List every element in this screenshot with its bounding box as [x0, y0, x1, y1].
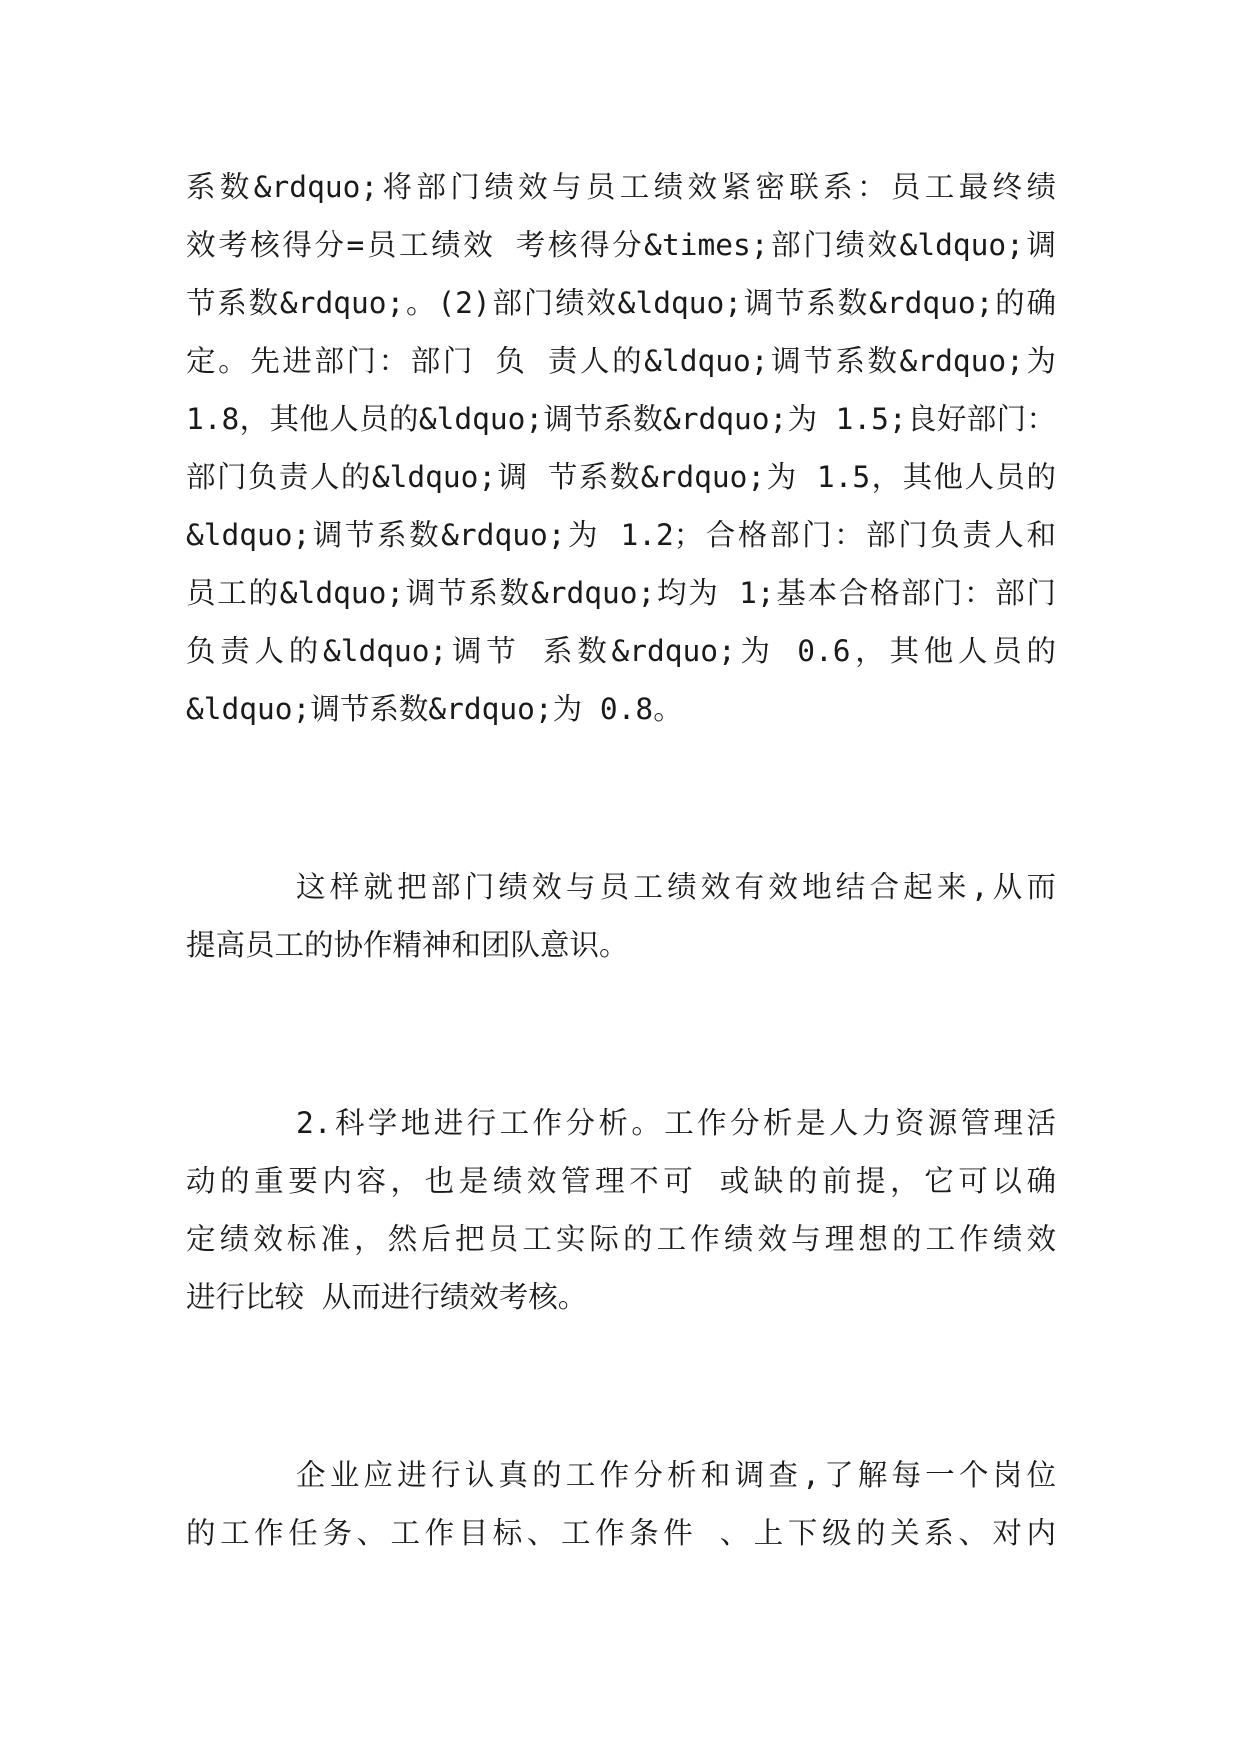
paragraph-line: 定。先进部门：部门 负 责人的&ldquo;调节系数&rdquo;为 — [186, 344, 1056, 378]
paragraph — [186, 1446, 1056, 1562]
paragraph-line: 员工的&ldquo;调节系数&rdquo;均为 1;基本合格部门：部门 — [186, 576, 1056, 610]
paragraph-line: 2.科学地进行工作分析。工作分析是人力资源管理活 — [296, 1106, 1056, 1140]
paragraph-line: 进行比较 从而进行绩效考核。 — [186, 1280, 588, 1314]
paragraph — [186, 158, 1056, 738]
paragraph-line: 1.8，其他人员的&ldquo;调节系数&rdquo;为 1.5;良好部门： — [186, 402, 1056, 436]
paragraph-line: 企业应进行认真的工作分析和调查,了解每一个岗位 — [296, 1458, 1056, 1492]
paragraph-line: 负责人的&ldquo;调节 系数&rdquo;为 0.6，其他人员的 — [186, 634, 1056, 668]
paragraph-line: 节系数&rdquo;。(2)部门绩效&ldquo;调节系数&rdquo;的确 — [186, 286, 1056, 320]
paragraph-line: 提高员工的协作精神和团队意识。 — [186, 928, 629, 962]
paragraph-line: 效考核得分=员工绩效 考核得分&times;部门绩效&ldquo;调 — [186, 228, 1056, 262]
paragraph-line: 部门负责人的&ldquo;调 节系数&rdquo;为 1.5，其他人员的 — [186, 460, 1056, 494]
paragraph-line: 这样就把部门绩效与员工绩效有效地结合起来,从而 — [296, 870, 1056, 904]
paragraph-line: 系数&rdquo;将部门绩效与员工绩效紧密联系：员工最终绩 — [186, 170, 1056, 204]
paragraph-line: &ldquo;调节系数&rdquo;为 0.8。 — [186, 692, 683, 726]
paragraph-line: 的工作任务、工作目标、工作条件 、上下级的关系、对内 — [186, 1516, 1056, 1550]
paragraph — [186, 858, 1056, 974]
paragraph — [186, 1094, 1056, 1326]
paragraph-line: 动的重要内容，也是绩效管理不可 或缺的前提，它可以确 — [186, 1164, 1056, 1198]
paragraph-line: &ldquo;调节系数&rdquo;为 1.2；合格部门：部门负责人和 — [186, 518, 1056, 552]
paragraph-line: 定绩效标准，然后把员工实际的工作绩效与理想的工作绩效 — [186, 1222, 1056, 1256]
